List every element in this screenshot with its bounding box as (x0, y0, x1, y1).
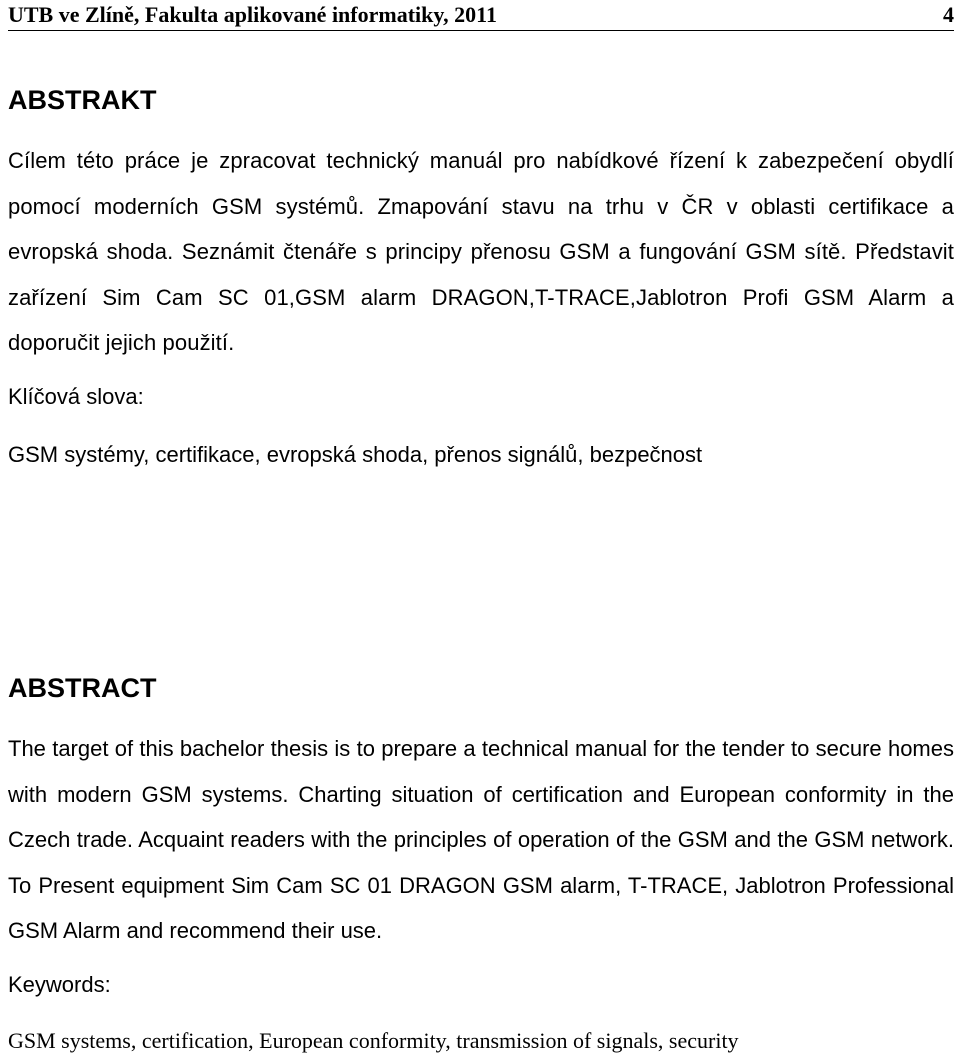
abstract-keywords: GSM systems, certification, European conformity, transmission of signals, security (8, 1028, 739, 1053)
page-header (8, 0, 954, 31)
abstract-keywords-label: Keywords: (8, 972, 111, 997)
abstrakt-body: Cílem této práce je zpracovat technický manuál pro nabídkové řízení k zabezpečení obydlí pomocí moderních GSM systémů. Zmapování stavu na trhu v ČR v oblasti certifikace a evropská shoda. Seznámit čtenáře s principy přenosu GSM a fungování GSM sítě. Představit zařízení Sim Cam SC 01,GSM alarm DRAGON,T-TRACE,Jablotron Profi GSM Alarm a doporučit jejich použití. (8, 148, 954, 355)
abstract-body: The target of this bachelor thesis is to prepare a technical manual for the tender to secure homes with modern GSM systems. Charting situation of certification and European conformity in the Czech trade. Acquaint readers with the principles of operation of the GSM and the GSM network. To Present equipment Sim Cam SC 01 DRAGON GSM alarm, T-TRACE, Jablotron Professional GSM Alarm and recommend their use. (8, 736, 954, 943)
abstrakt-keywords: GSM systémy, certifikace, evropská shoda, přenos signálů, bezpečnost (8, 442, 703, 467)
running-title: UTB ve Zlíně, Fakulta aplikované informatiky, 2011 (8, 2, 497, 27)
page-number: 4 (943, 2, 954, 27)
abstrakt-heading: ABSTRAKT (8, 85, 157, 115)
abstract-heading: ABSTRACT (8, 673, 157, 703)
abstrakt-keywords-label: Klíčová slova: (8, 384, 144, 409)
